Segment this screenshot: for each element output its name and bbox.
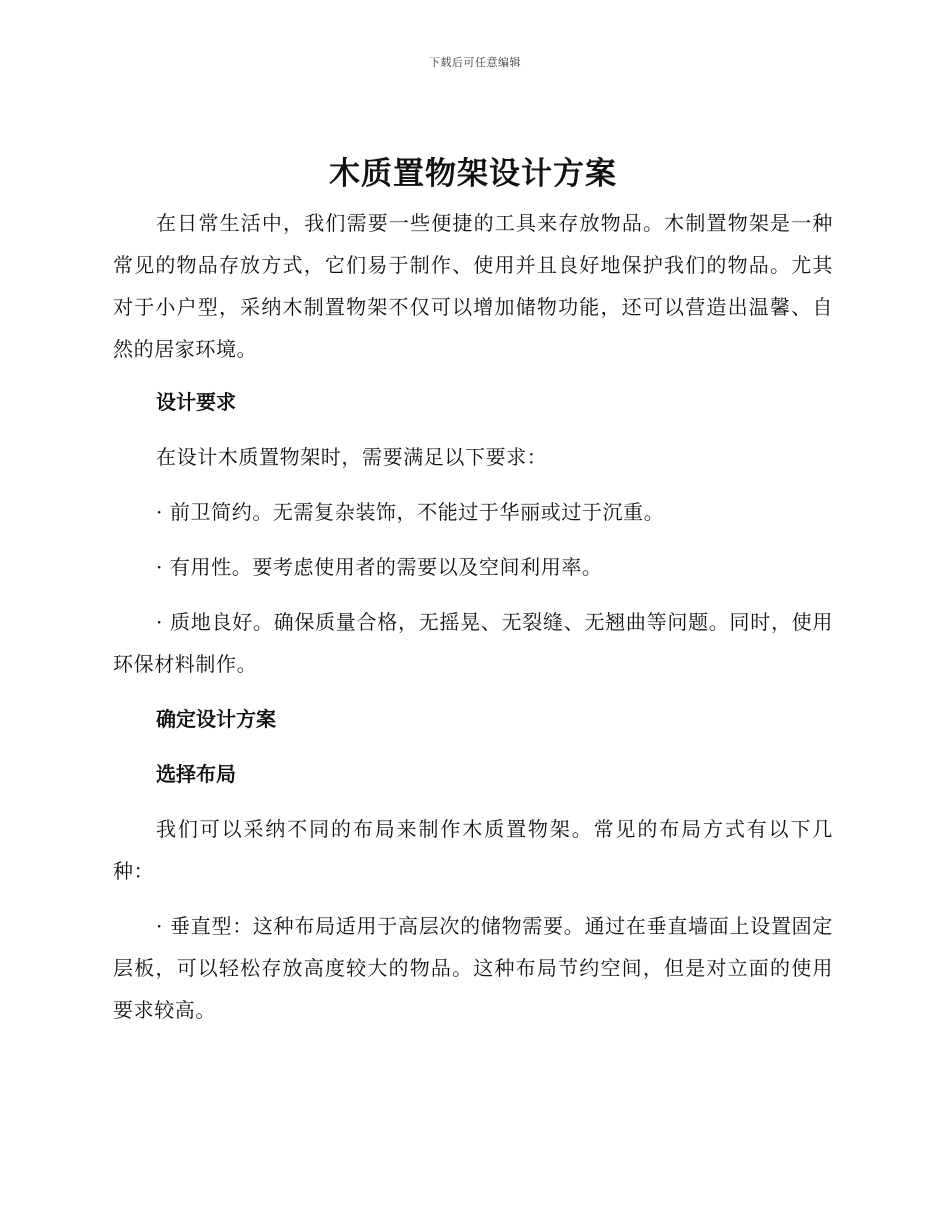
subheading-choose-layout: 选择布局 [156, 762, 236, 786]
section-heading-design-plan: 确定设计方案 [156, 707, 276, 731]
requirement-item: · 质地良好。确保质量合格，无摇晃、无裂缝、无翘曲等问题。同时，使用环保材料制作。 [113, 610, 833, 676]
intro-paragraph: 在日常生活中，我们需要一些便捷的工具来存放物品。木制置物架是一种常见的物品存放方式，它们易于制作、使用并且良好地保护我们的物品。尤其对于小户型，采纳木制置物架不仅可以增加储物功能，还可以营造出温馨、自然的居家环境。 [113, 211, 833, 361]
header-note: 下载后可任意编辑 [429, 56, 521, 69]
section-heading-design-requirements: 设计要求 [156, 390, 236, 414]
layout-item: · 垂直型：这种布局适用于高层次的储物需要。通过在垂直墙面上设置固定层板，可以轻松存放高度较大的物品。这种布局节约空间，但是对立面的使用要求较高。 [113, 914, 833, 1022]
requirements-lead: 在设计木质置物架时，需要满足以下要求： [156, 445, 548, 469]
requirement-item: · 有用性。要考虑使用者的需要以及空间利用率。 [156, 555, 603, 579]
document-body [113, 150, 833, 1044]
layout-lead: 我们可以采纳不同的布局来制作木质置物架。常见的布局方式有以下几种： [113, 817, 833, 883]
requirement-item: · 前卫简约。无需复杂装饰，不能过于华丽或过于沉重。 [156, 500, 665, 524]
document-title: 木质置物架设计方案 [329, 156, 617, 192]
